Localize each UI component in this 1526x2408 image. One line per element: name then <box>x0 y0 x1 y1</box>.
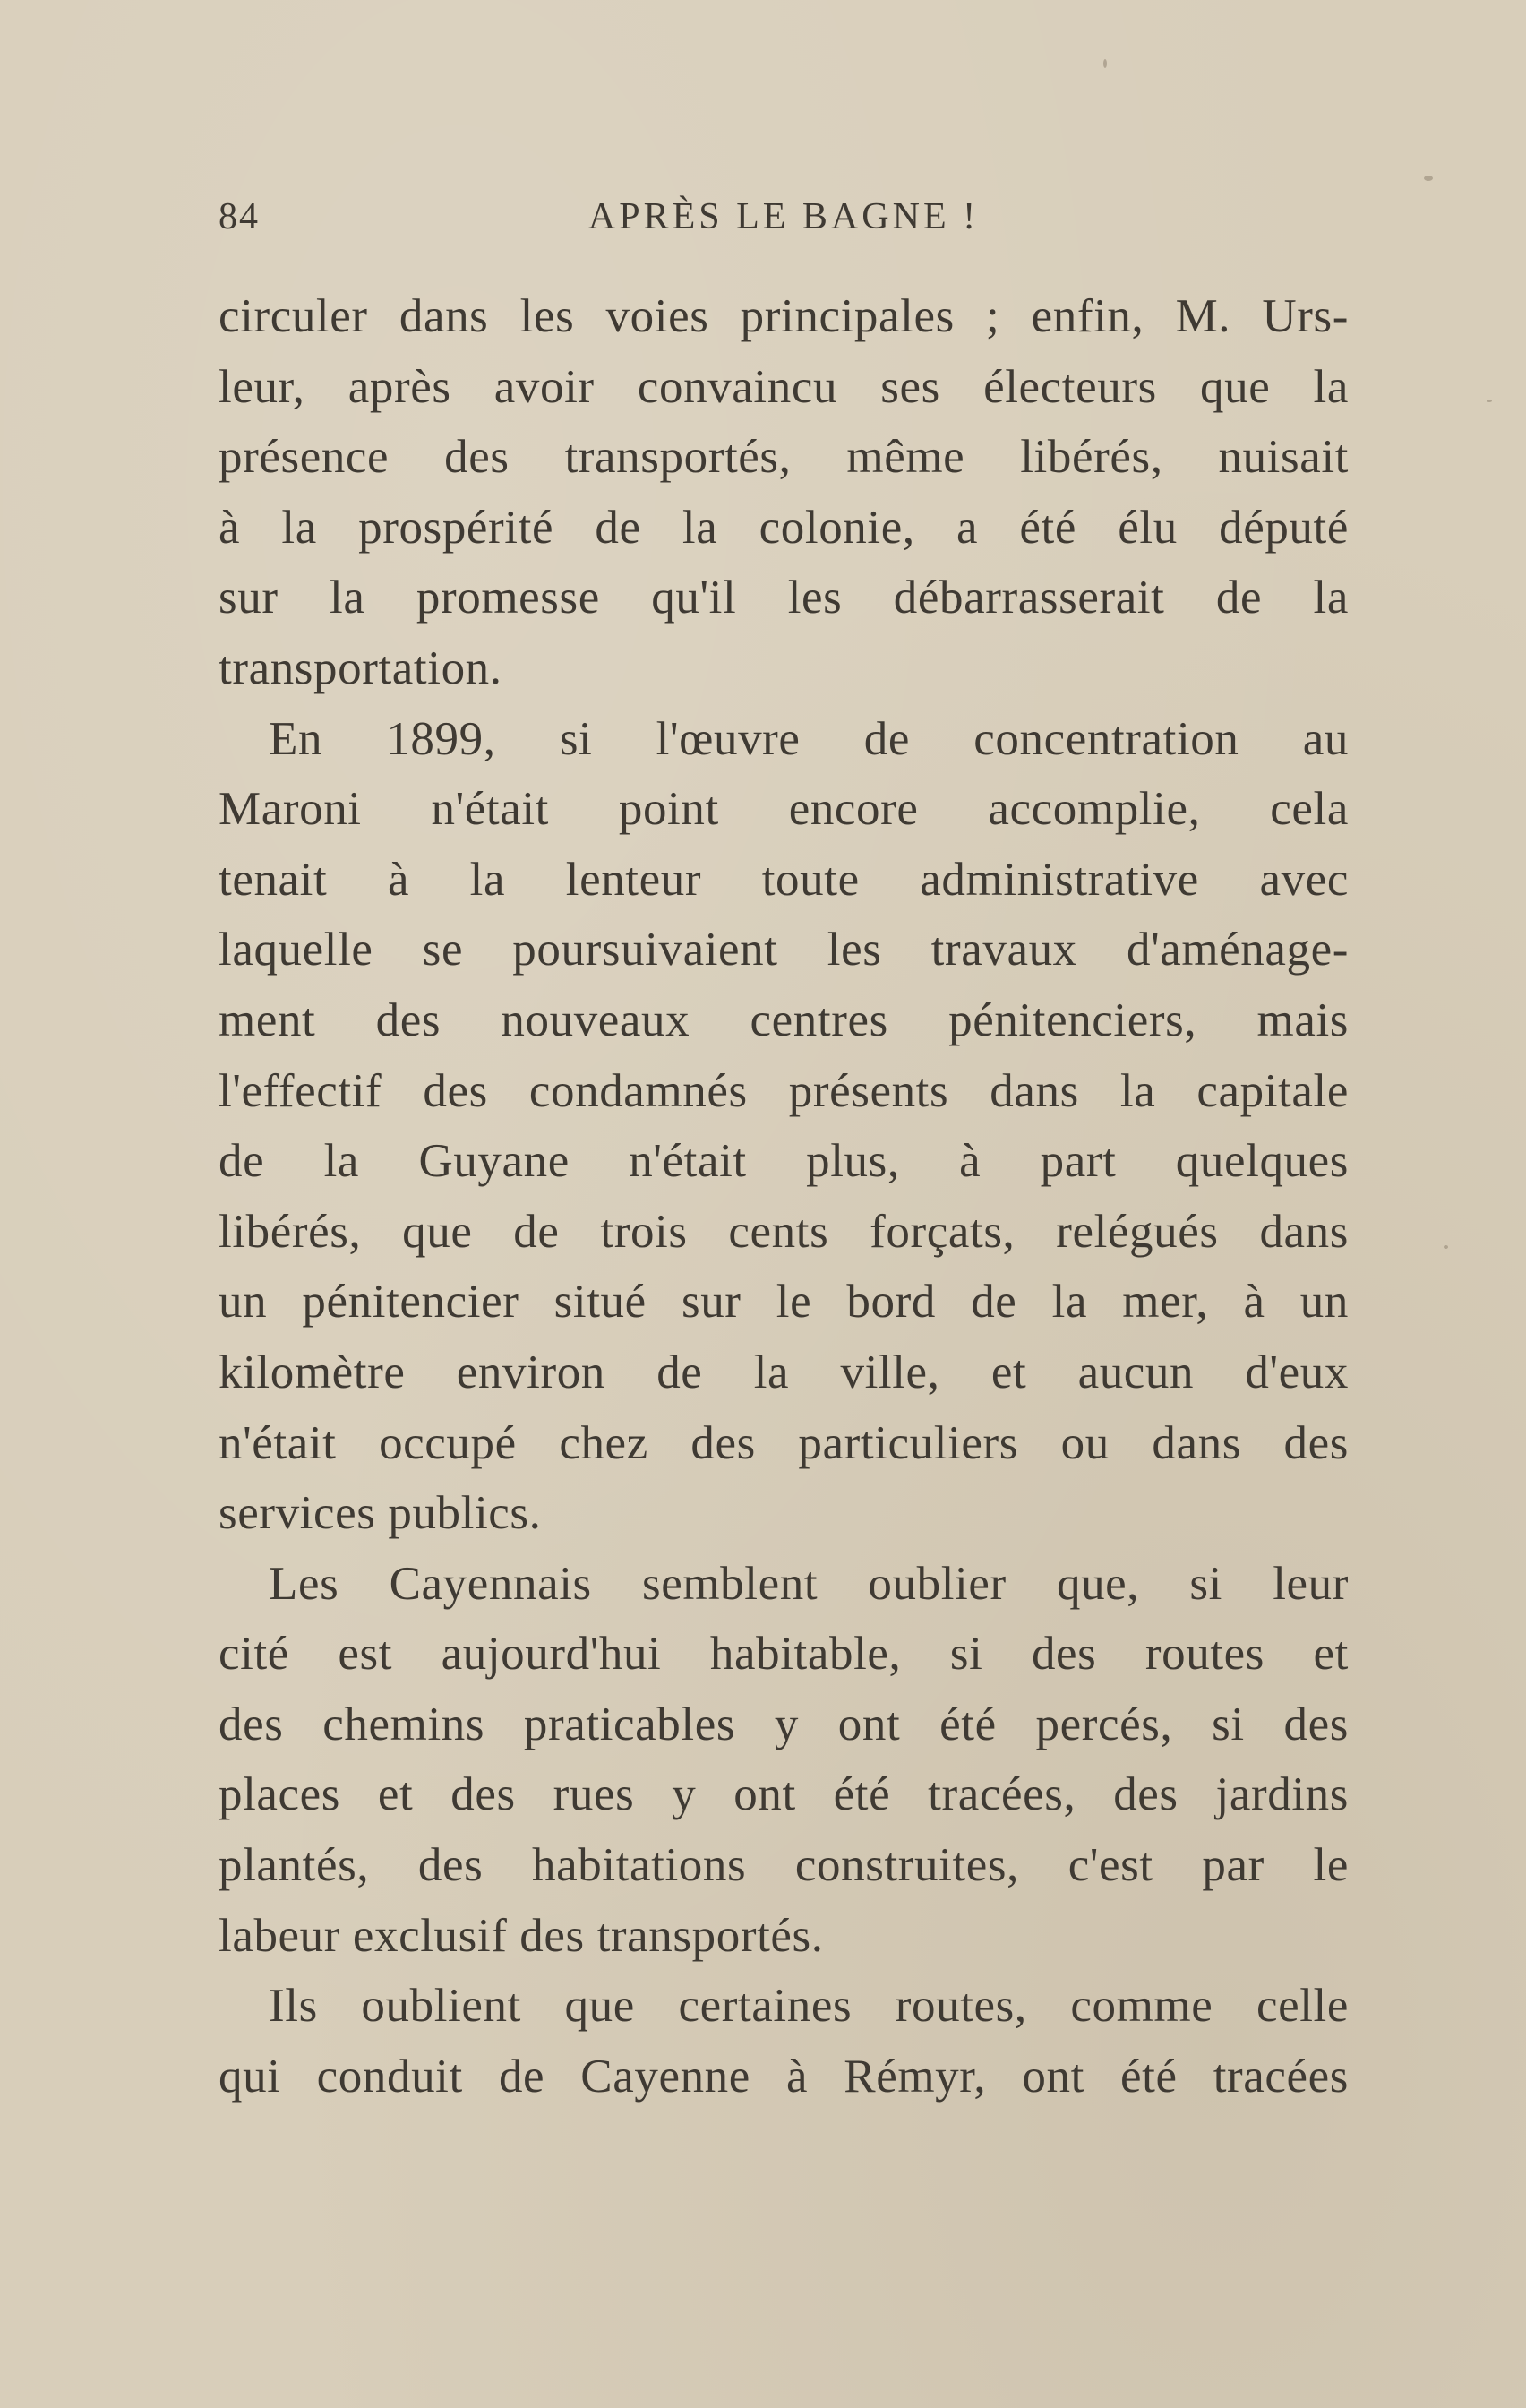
body-text <box>219 281 1349 2111</box>
text-line: de la Guyane n'était plus, à part quelques <box>219 1135 1349 1188</box>
text-line: laquelle se poursuivaient les travaux d'aménage- <box>219 924 1349 976</box>
text-line: circuler dans les voies principales ; enfin, M. Urs- <box>219 290 1349 342</box>
text-line: tenait à la lenteur toute administrative avec <box>219 853 1349 906</box>
text-line: qui conduit de Cayenne à Rémyr, ont été tracées <box>219 2050 1349 2103</box>
text-line: l'effectif des condamnés présents dans la capitale <box>219 1064 1349 1117</box>
text-line: transportation. <box>219 641 502 694</box>
text-line: libérés, que de trois cents forçats, relégués dans <box>219 1205 1349 1258</box>
text-line: des chemins praticables y ont été percés, si des <box>219 1698 1349 1750</box>
paragraph-start-line: Ils oublient que certaines routes, comme celle <box>269 1980 1349 2033</box>
text-line: n'était occupé chez des particuliers ou dans des <box>219 1416 1349 1469</box>
text-line: services publics. <box>219 1487 542 1540</box>
text-line: à la prospérité de la colonie, a été élu député <box>219 501 1349 554</box>
page-number: 84 <box>219 196 260 237</box>
text-line: cité est aujourd'hui habitable, si des routes et <box>219 1628 1349 1681</box>
text-line: leur, après avoir convaincu ses électeurs que la <box>219 360 1349 413</box>
paper-speck <box>1103 59 1107 68</box>
text-line: sur la promesse qu'il les débarrasserait de la <box>219 572 1349 624</box>
text-line: présence des transportés, même libérés, nuisait <box>219 431 1349 484</box>
text-line: kilomètre environ de la ville, et aucun d'eux <box>219 1346 1349 1398</box>
paragraph-start-line: En 1899, si l'œuvre de concentration au <box>269 712 1349 765</box>
paragraph-start-line: Les Cayennais semblent oublier que, si leur <box>269 1557 1349 1610</box>
text-line: Maroni n'était point encore accomplie, cela <box>219 783 1349 836</box>
paper-speck <box>1424 176 1433 181</box>
text-line: labeur exclusif des transportés. <box>219 1909 824 1962</box>
text-line: ment des nouveaux centres pénitenciers, mais <box>219 993 1349 1046</box>
running-head <box>219 195 1349 253</box>
text-line: plantés, des habitations construites, c'est par le <box>219 1839 1349 1892</box>
text-line: places et des rues y ont été tracées, des jardins <box>219 1768 1349 1821</box>
paper-speck <box>1444 1245 1448 1249</box>
text-line: un pénitencier situé sur le bord de la mer, à un <box>219 1276 1349 1329</box>
running-title: APRÈS LE BAGNE ! <box>587 196 980 237</box>
paper-speck <box>1487 400 1492 402</box>
